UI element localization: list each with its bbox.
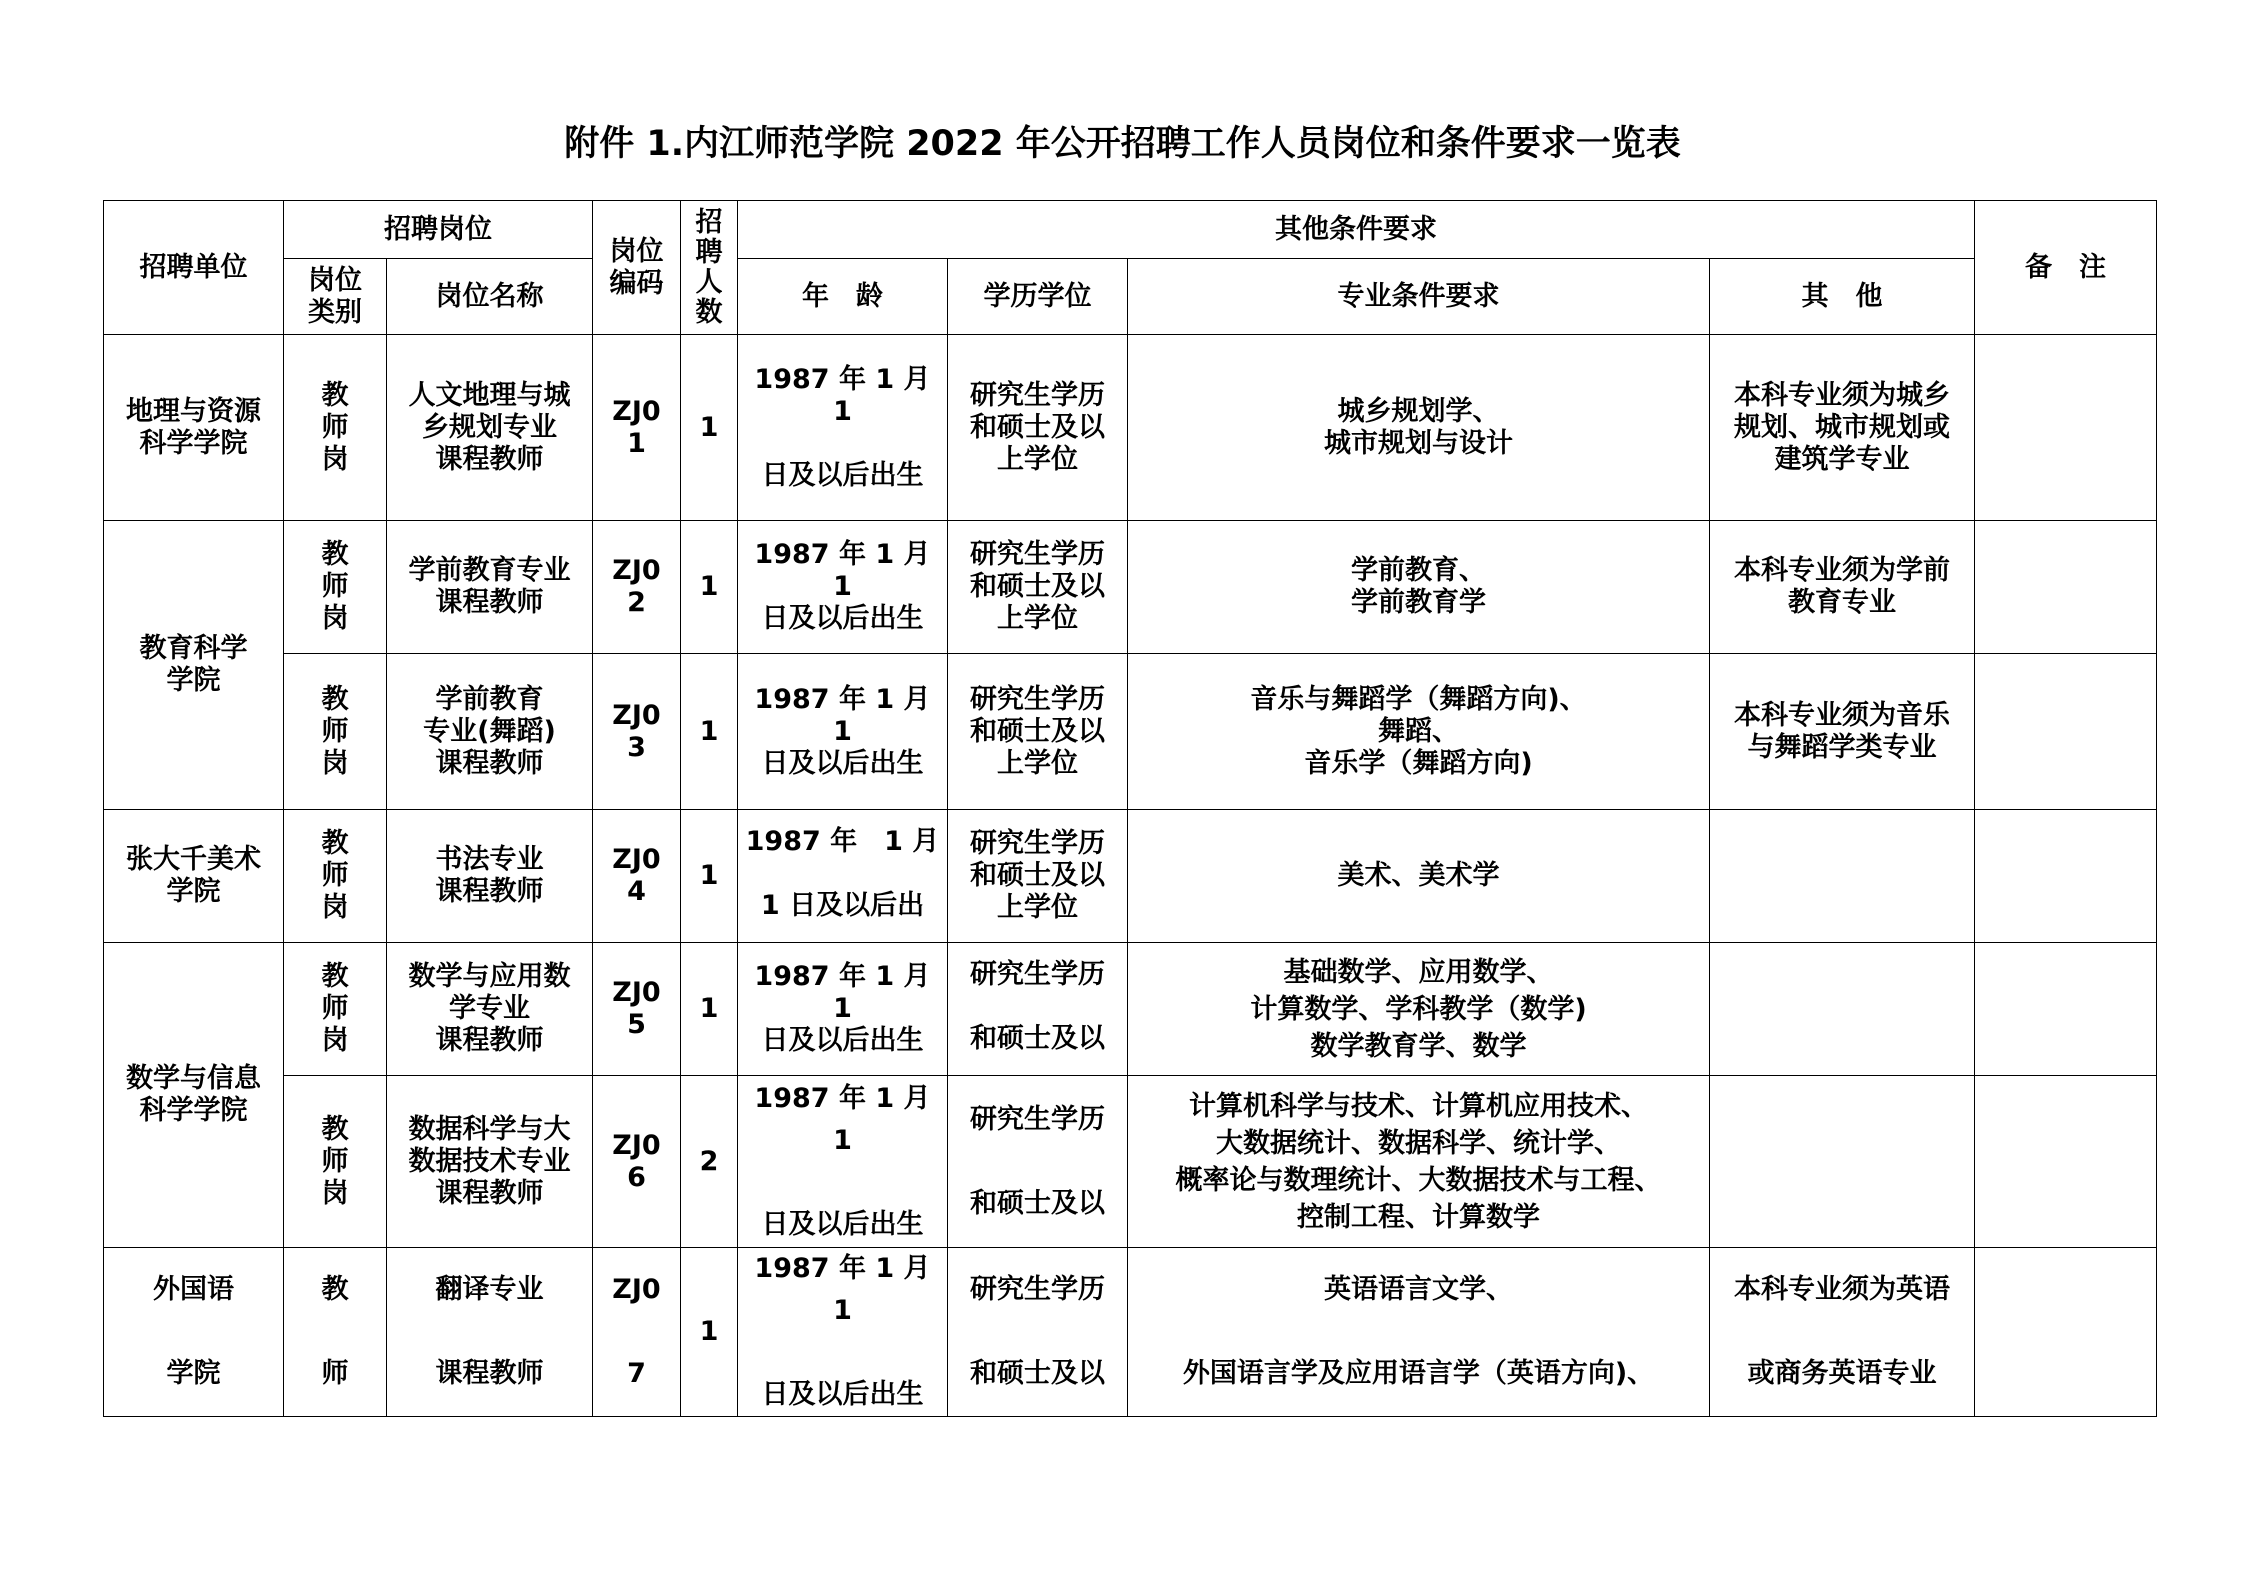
header-type: 岗位 类别 — [284, 259, 387, 335]
education-cell: 研究生学历 和硕士及以 上学位 — [948, 335, 1128, 521]
header-position: 招聘岗位 — [284, 201, 593, 259]
table-row — [104, 654, 2157, 810]
age-cell: 1987 年 1 月 1 日及以后出生 — [738, 654, 948, 810]
table-row — [104, 810, 2157, 943]
remarks-cell — [1975, 335, 2157, 521]
age-cell: 1987 年 1 月 1 日及以后出生 — [738, 335, 948, 521]
education-text: 研究生学历 和硕士及以 — [970, 959, 1105, 1054]
table-row — [104, 1248, 2157, 1417]
headcount-cell: 1 — [681, 943, 738, 1076]
position-name-cell: 翻译专业 课程教师 — [387, 1248, 593, 1417]
age-cell: 1987 年 1 月 1 日及以后出生 — [738, 521, 948, 654]
position-code-cell: ZJ0 7 — [593, 1248, 681, 1417]
major-cell: 计算机科学与技术、计算机应用技术、 大数据统计、数据科学、统计学、 概率论与数理统计、大数据技术与工程、 控制工程、计算数学 — [1128, 1076, 1710, 1248]
age-cell: 1987 年 1 月 1 日及以后出生 — [738, 943, 948, 1076]
remarks-cell — [1975, 521, 2157, 654]
education-cell: 研究生学历 和硕士及以 — [948, 1248, 1128, 1417]
major-cell: 英语语言文学、 外国语言学及应用语言学（英语方向)、 — [1128, 1248, 1710, 1417]
table-row — [104, 1076, 2157, 1248]
remarks-cell — [1975, 1076, 2157, 1248]
header-row-2 — [104, 259, 2157, 335]
headcount-cell: 1 — [681, 810, 738, 943]
position-type-cell: 教 师 岗 — [284, 521, 387, 654]
headcount-cell: 1 — [681, 1248, 738, 1417]
position-code-cell: ZJ0 2 — [593, 521, 681, 654]
education-cell: 研究生学历 和硕士及以 上学位 — [948, 654, 1128, 810]
other-cell: 本科专业须为学前 教育专业 — [1710, 521, 1975, 654]
header-major: 专业条件要求 — [1128, 259, 1710, 335]
position-name-cell: 数学与应用数 学专业 课程教师 — [387, 943, 593, 1076]
position-name-cell: 学前教育 专业(舞蹈) 课程教师 — [387, 654, 593, 810]
header-age: 年 龄 — [738, 259, 948, 335]
other-cell: 本科专业须为英语 或商务英语专业 — [1710, 1248, 1975, 1417]
position-type-cell: 教 师 岗 — [284, 1076, 387, 1248]
header-row-1 — [104, 201, 2157, 259]
headcount-cell: 1 — [681, 654, 738, 810]
remarks-cell — [1975, 1248, 2157, 1417]
header-count: 招 聘 人 数 — [681, 201, 738, 335]
recruitment-table — [103, 200, 2157, 1417]
headcount-cell: 1 — [681, 335, 738, 521]
other-cell — [1710, 943, 1975, 1076]
table-row — [104, 521, 2157, 654]
age-cell: 1987 年 1 月 1 日及以后出生 — [738, 1248, 948, 1417]
position-name-cell: 数据科学与大 数据技术专业 课程教师 — [387, 1076, 593, 1248]
remarks-cell — [1975, 654, 2157, 810]
headcount-cell: 2 — [681, 1076, 738, 1248]
header-education: 学历学位 — [948, 259, 1128, 335]
document-title: 附件 1.内江师范学院 2022 年公开招聘工作人员岗位和条件要求一览表 — [564, 124, 1681, 164]
position-code-cell: ZJ0 1 — [593, 335, 681, 521]
other-cell: 本科专业须为音乐 与舞蹈学类专业 — [1710, 654, 1975, 810]
education-cell: 研究生学历 和硕士及以 上学位 — [948, 521, 1128, 654]
header-name: 岗位名称 — [387, 259, 593, 335]
position-type-cell: 教 师 岗 — [284, 810, 387, 943]
unit-cell: 教育科学 学院 — [104, 521, 284, 810]
position-name-cell: 书法专业 课程教师 — [387, 810, 593, 943]
unit-cell: 外国语 学院 — [104, 1248, 284, 1417]
unit-cell: 地理与资源 科学学院 — [104, 335, 284, 521]
major-cell: 城乡规划学、 城市规划与设计 — [1128, 335, 1710, 521]
table-row — [104, 335, 2157, 521]
position-type-cell: 教 师 — [284, 1248, 387, 1417]
position-code-cell: ZJ0 5 — [593, 943, 681, 1076]
header-code: 岗位 编码 — [593, 201, 681, 335]
position-type-cell: 教 师 岗 — [284, 335, 387, 521]
other-cell — [1710, 1076, 1975, 1248]
header-other: 其 他 — [1710, 259, 1975, 335]
header-remarks: 备 注 — [1975, 201, 2157, 335]
other-cell: 本科专业须为城乡 规划、城市规划或 建筑学专业 — [1710, 335, 1975, 521]
age-cell: 1987 年 1 月 1 日及以后出生 — [738, 1076, 948, 1248]
position-code-cell: ZJ0 4 — [593, 810, 681, 943]
major-cell: 音乐与舞蹈学（舞蹈方向)、 舞蹈、 音乐学（舞蹈方向) — [1128, 654, 1710, 810]
remarks-cell — [1975, 810, 2157, 943]
unit-cell: 张大千美术 学院 — [104, 810, 284, 943]
header-unit: 招聘单位 — [104, 201, 284, 335]
education-cell: 研究生学历 和硕士及以 上学位 — [948, 810, 1128, 943]
major-cell: 学前教育、 学前教育学 — [1128, 521, 1710, 654]
other-cell — [1710, 810, 1975, 943]
age-cell — [738, 810, 948, 943]
position-code-cell: ZJ0 6 — [593, 1076, 681, 1248]
header-conditions: 其他条件要求 — [738, 201, 1975, 259]
major-cell: 美术、美术学 — [1128, 810, 1710, 943]
position-code-cell: ZJ0 3 — [593, 654, 681, 810]
position-type-cell: 教 师 岗 — [284, 654, 387, 810]
unit-cell: 数学与信息 科学学院 — [104, 943, 284, 1248]
table-row — [104, 943, 2157, 1076]
education-cell — [948, 943, 1128, 1076]
position-name-cell: 学前教育专业 课程教师 — [387, 521, 593, 654]
remarks-cell — [1975, 943, 2157, 1076]
position-name-cell: 人文地理与城 乡规划专业 课程教师 — [387, 335, 593, 521]
headcount-cell: 1 — [681, 521, 738, 654]
major-cell: 基础数学、应用数学、 计算数学、学科教学（数学) 数学教育学、数学 — [1128, 943, 1710, 1076]
position-type-cell: 教 师 岗 — [284, 943, 387, 1076]
education-cell: 研究生学历 和硕士及以 — [948, 1076, 1128, 1248]
age-text: 1987 年 1 月 1 日及以后出 — [745, 826, 940, 921]
